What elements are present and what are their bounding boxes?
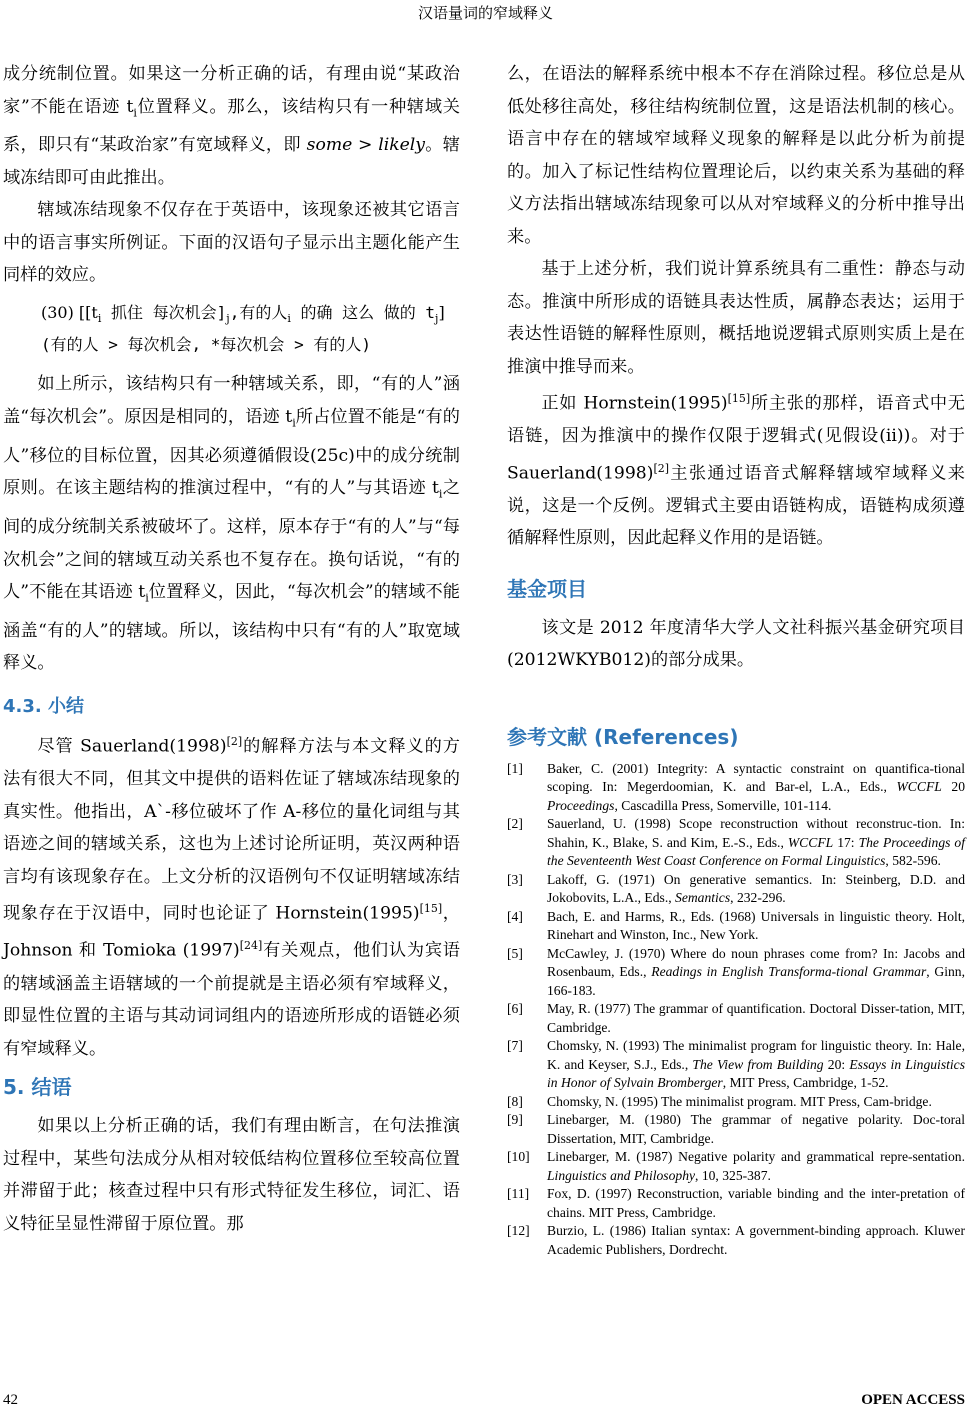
reference-text: Fox, D. (1997) Reconstruction, variable binding and the inter-pretation of chains. MIT Press, Cambridge. — [547, 1186, 965, 1220]
example-30: (30) [[$t_i$ 抓住 每次机会]$_j$,有的人$_i$ 的确 这么 做的 $t_j$] (有的人 > 每次机会, *每次机会 > 有的人) — [41, 302, 445, 355]
reference-text: Lakoff, G. (1971) On generative semantics. In: Steinberg, D.D. and Jokobovits, L.A., Eds., Semantics, 232-296. — [547, 871, 965, 906]
page-number: 42 — [3, 1392, 18, 1408]
reference-item — [507, 871, 965, 908]
reference-text: Chomsky, N. (1995) The minimalist program. MIT Press, Cam-bridge. — [547, 1093, 932, 1109]
reference-number: [5] — [507, 945, 523, 961]
reference-item — [507, 1185, 965, 1222]
reference-number: [2] — [507, 816, 523, 832]
reference-text: Linebarger, M. (1987) Negative polarity and grammatical repre-sentation. Linguistics and Philosophy, 10, 325-387. — [547, 1149, 965, 1183]
section-heading-funding: 基金项目 — [507, 576, 587, 601]
open-access-label: OPEN ACCESS — [861, 1392, 965, 1408]
paragraph: 么，在语法的解释系统中根本不存在消除过程。移位总是从低处移往高处，移往结构统制位置，这是语法机制的核心。语言中存在的辖域窄域释义现象的解释是以此分析为前提的。加入了标记性结构位置理论后，以约束关系为基础的释义方法指出辖域冻结现象可以从对窄域释义的分析中推导出来。 — [507, 64, 965, 247]
reference-list — [507, 760, 965, 1260]
reference-item — [507, 760, 965, 816]
reference-item — [507, 908, 965, 945]
reference-number: [11] — [507, 1186, 530, 1202]
paragraph: 正如 Hornstein(1995)[15]所主张的那样，语音式中无语链，因为推演中的操作仅限于逻辑式(见假设(ii))。对于 Sauerland(1998)[2]主张通过语音式解释辖域窄域释义来说，这是一个反例。逻辑式主要由语链构成，语链构成须遵循解释性原则，因此起释义作用的是语链。 — [507, 392, 965, 549]
reference-number: [10] — [507, 1149, 530, 1165]
running-header: 汉语量词的窄域释义 — [417, 4, 553, 22]
reference-number: [7] — [507, 1038, 523, 1054]
reference-text: May, R. (1977) The grammar of quantification. Doctoral Disser-tation, MIT, Cambridge. — [547, 1001, 965, 1035]
reference-item — [507, 945, 965, 1001]
citation-link[interactable]: [2] — [226, 734, 243, 748]
reference-text: Sauerland, U. (1998) Scope reconstruction without reconstruc-tion. In: Shahin, K., Blake, S. and Kim, E.-S., Eds., WCCFL 17: The Proceedings of the Seventeenth West Coast Conference on Formal Linguistics, 582-596. — [547, 816, 965, 869]
reference-text: Baker, C. (2001) Integrity: A syntactic constraint on quantifica-tional scoping. In: Megerdoomian, K. and Bar-el, L.A., Eds., WCCFL 20 Proceedings, Cascadilla Press, Somerville, 101-114. — [547, 760, 966, 813]
reference-item — [507, 1037, 965, 1093]
paragraph: 如上所示，该结构只有一种辖域关系，即，“有的人”涵盖“每次机会”。原因是相同的，语迹 $t_i$所占位置不能是“有的人”移位的目标位置，因其必须遵循假设(25c)中的成分统制原则。在该主题结构的推演过程中，“有的人”与其语迹 $t_i$之间的成分统制关系被破坏了。这样，原本存于“有的人”与“每次机会”之间的辖域互动关系也不复存在。换句话说，“有的人”不能在其语迹 $t_i$位置释义，因此，“每次机会”的辖域不能涵盖“有的人”的辖域。所以，该结构中只有“有的人”取宽域释义。 — [3, 374, 460, 674]
reference-item — [507, 1222, 965, 1259]
reference-item — [507, 1111, 965, 1148]
paragraph: 该文是 2012 年度清华大学人文社科振兴基金研究项目(2012WKYB012)的部分成果。 — [507, 617, 965, 671]
paragraph: 基于上述分析，我们说计算系统具有二重性：静态与动态。推演中所形成的语链具表达性质，属静态表达；运用于表达性语链的解释性原则，概括地说逻辑式原则实质上是在推演中推导而来。 — [507, 259, 965, 377]
reference-text: Bach, E. and Harms, R., Eds. (1968) Universals in linguistic theory. Holt, Rinehart and Winston, Inc., New York. — [547, 908, 965, 943]
reference-number: [4] — [507, 908, 523, 924]
section-heading-references: 参考文献 (References) — [507, 724, 739, 749]
citation-link[interactable]: [24] — [239, 939, 263, 953]
reference-text: McCawley, J. (1970) Where do noun phrases come from? In: Jacobs and Rosenbaum, Eds., Readings in English Transforma-tional Grammar, Ginn, 166-183. — [547, 945, 965, 998]
reference-text: Chomsky, N. (1993) The minimalist program for linguistic theory. In: Hale, K. and Keyser, S.J., Eds., The View from Building 20: Essays in Linguistics in Honor of Sylvain Bromberger, MIT Press, Cambridge, 1-52. — [547, 1038, 966, 1091]
paragraph: 成分统制位置。如果这一分析正确的话，有理由说“某政治家”不能在语迹 $t_i$位置释义。那么，该结构只有一种辖域关系，即只有“某政治家”有宽域释义，即 some > likely。辖域冻结即可由此推出。 — [3, 64, 460, 188]
paragraph: 辖域冻结现象不仅存在于英语中，该现象还被其它语言中的语言事实所例证。下面的汉语句子显示出主题化能产生同样的效应。 — [3, 200, 460, 286]
reference-text: Burzio, L. (1986) Italian syntax: A government-binding approach. Kluwer Academic Publishers, Dordrecht. — [547, 1223, 965, 1257]
reference-item — [507, 1000, 965, 1037]
paragraph: 如果以上分析正确的话，我们有理由断言，在句法推演过程中，某些句法成分从相对较低结构位置移位至较高位置并滞留于此；核查过程中只有形式特征发生移位，词汇、语义特征呈显性滞留于原位置。那 — [3, 1116, 460, 1234]
reference-text: Linebarger, M. (1980) The grammar of negative polarity. Doc-toral Dissertation, MIT, Cambridge. — [547, 1112, 965, 1146]
section-heading-4-3: 4.3. 小结 — [3, 695, 84, 717]
citation-link[interactable]: [2] — [653, 461, 670, 475]
reference-number: [9] — [507, 1112, 523, 1128]
reference-item — [507, 815, 965, 871]
paragraph: 尽管 Sauerland(1998)[2]的解释方法与本文释义的方法有很大不同，但其文中提供的语料佐证了辖域冻结现象的真实性。他指出，A`-移位破坏了作 A-移位的量化词组与其语迹之间的辖域关系，这也为上述讨论所证明，英汉两种语言均有该现象存在。上文分析的汉语例句不仅证明辖域冻结现象存在于汉语中，同时也论证了 Hornstein(1995)[15]，Johnson 和 Tomioka (1997)[24]有关观点，他们认为宾语的辖域涵盖主语辖域的一个前提就是主语必须有窄域释义，即显性位置的主语与其动词词组内的语迹所形成的语链必须有窄域释义。 — [3, 734, 460, 1059]
reference-number: [8] — [507, 1093, 523, 1109]
right-column — [507, 58, 965, 1259]
citation-link[interactable]: [15] — [727, 392, 751, 405]
section-heading-5: 5. 结语 — [3, 1075, 72, 1100]
reference-item — [507, 1093, 965, 1112]
reference-item — [507, 1148, 965, 1185]
reference-number: [1] — [507, 760, 523, 776]
left-column — [3, 58, 460, 1240]
citation-link[interactable]: [15] — [419, 902, 443, 916]
reference-number: [3] — [507, 871, 523, 887]
reference-number: [12] — [507, 1223, 530, 1239]
reference-number: [6] — [507, 1001, 523, 1017]
